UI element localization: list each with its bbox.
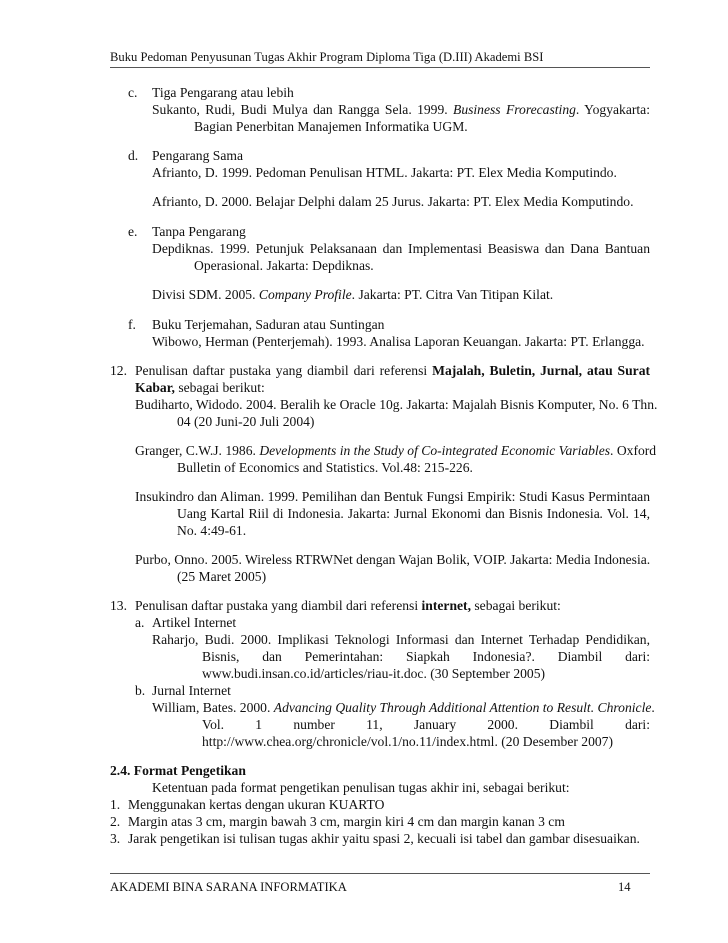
- section-12-ref-4-line1: Purbo, Onno. 2005. Wireless RTRWNet dengan Wajan Bolik, VOIP. Jakarta: Media Indonesia.: [135, 552, 651, 567]
- section-12-ref-2-line2: Bulletin of Economics and Statistics. Vol.48: 215-226.: [177, 460, 473, 475]
- item-e-ref-2: Divisi SDM. 2005. Company Profile. Jakarta: PT. Citra Van Titipan Kilat.: [152, 287, 554, 302]
- item-c-title: Tiga Pengarang atau lebih: [152, 85, 294, 100]
- section-12-marker: 12.: [110, 363, 127, 378]
- format-list-item: Menggunakan kertas dengan ukuran KUARTO: [128, 797, 385, 812]
- section-2-4-intro: Ketentuan pada format pengetikan penulisan tugas akhir ini, sebagai berikut:: [152, 780, 570, 795]
- section-12-ref-4-line2: (25 Maret 2005): [177, 569, 267, 584]
- section-12-intro-line1: Penulisan daftar pustaka yang diambil dari referensi Majalah, Buletin, Jurnal, atau Surat: [135, 363, 651, 378]
- section-12-intro-line2: Kabar, sebagai berikut:: [135, 380, 265, 395]
- format-list-marker: 2.: [110, 814, 121, 829]
- item-e-marker: e.: [128, 224, 138, 239]
- item-f-marker: f.: [128, 317, 136, 332]
- format-list-marker: 3.: [110, 831, 121, 846]
- section-12-ref-3-line3: No. 4:49-61.: [177, 523, 247, 538]
- section-13-intro: Penulisan daftar pustaka yang diambil dari referensi internet, sebagai berikut:: [135, 598, 561, 613]
- item-d-ref-2: Afrianto, D. 2000. Belajar Delphi dalam 25 Jurus. Jakarta: PT. Elex Media Komputindo.: [152, 194, 634, 209]
- item-d-ref-1: Afrianto, D. 1999. Pedoman Penulisan HTML. Jakarta: PT. Elex Media Komputindo.: [152, 165, 617, 180]
- section-12-ref-2-line1: Granger, C.W.J. 1986. Developments in the Study of Co-integrated Economic Variables. Oxford: [135, 443, 657, 458]
- section-13-b-ref-line3: http://www.chea.org/chronicle/vol.1/no.11/index.html. (20 Desember 2007): [202, 734, 613, 749]
- running-header: Buku Pedoman Penyusunan Tugas Akhir Program Diploma Tiga (D.III) Akademi BSI: [110, 50, 544, 64]
- item-e-ref-1-line1: Depdiknas. 1999. Petunjuk Pelaksanaan dan Implementasi Beasiswa dan Dana Bantuan: [152, 241, 650, 256]
- item-d-marker: d.: [128, 148, 139, 163]
- item-d-title: Pengarang Sama: [152, 148, 243, 163]
- footer-rule: [110, 873, 650, 874]
- section-2-4-heading: 2.4. Format Pengetikan: [110, 763, 246, 778]
- item-c-ref-line2: Bagian Penerbitan Manajemen Informatika UGM.: [194, 119, 468, 134]
- section-13-a-marker: a.: [135, 615, 145, 630]
- section-13-a-ref-line3: www.budi.insan.co.id/articles/riau-it.doc. (30 September 2005): [202, 666, 546, 681]
- section-13-a-ref-line1: Raharjo, Budi. 2000. Implikasi Teknologi Informasi dan Internet Terhadap Pendidikan,: [152, 632, 650, 647]
- item-c-ref-line1: Sukanto, Rudi, Budi Mulya dan Rangga Sela. 1999. Business Frorecasting. Yogyakarta:: [152, 102, 650, 117]
- item-f-title: Buku Terjemahan, Saduran atau Suntingan: [152, 317, 385, 332]
- item-f-ref-1: Wibowo, Herman (Penterjemah). 1993. Analisa Laporan Keuangan. Jakarta: PT. Erlangga.: [152, 334, 645, 349]
- page-number: 14: [618, 880, 631, 894]
- footer-institution: AKADEMI BINA SARANA INFORMATIKA: [110, 880, 347, 894]
- item-e-title: Tanpa Pengarang: [152, 224, 246, 239]
- format-list-item: Margin atas 3 cm, margin bawah 3 cm, margin kiri 4 cm dan margin kanan 3 cm: [128, 814, 565, 829]
- header-rule: [110, 67, 650, 68]
- item-e-ref-1-line2: Operasional. Jakarta: Depdiknas.: [194, 258, 374, 273]
- section-12-ref-3-line2: Uang Kartal Riil di Indonesia. Jakarta: Jurnal Ekonomi dan Bisnis Indonesia. Vol. 14,: [177, 506, 650, 521]
- section-13-b-ref-line2: Vol. 1 number 11, January 2000. Diambil dari:: [202, 717, 650, 732]
- section-13-a-title: Artikel Internet: [152, 615, 237, 630]
- section-13-b-marker: b.: [135, 683, 146, 698]
- section-12-ref-3-line1: Insukindro dan Aliman. 1999. Pemilihan dan Bentuk Fungsi Empirik: Studi Kasus Permintaan: [135, 489, 650, 504]
- section-13-a-ref-line2: Bisnis, dan Pemerintahan: Siapkah Indonesia?. Diambil dari:: [202, 649, 650, 664]
- section-12-ref-1-line1: Budiharto, Widodo. 2004. Beralih ke Oracle 10g. Jakarta: Majalah Bisnis Komputer, No. 6 Thn.: [135, 397, 658, 412]
- section-12-ref-1-line2: 04 (20 Juni-20 Juli 2004): [177, 414, 315, 429]
- section-13-b-title: Jurnal Internet: [152, 683, 231, 698]
- section-13-marker: 13.: [110, 598, 127, 613]
- format-list-item: Jarak pengetikan isi tulisan tugas akhir yaitu spasi 2, kecuali isi tabel dan gambar disesuaikan.: [128, 831, 640, 846]
- format-list-marker: 1.: [110, 797, 121, 812]
- item-c-marker: c.: [128, 85, 138, 100]
- section-13-b-ref-line1: William, Bates. 2000. Advancing Quality Through Additional Attention to Result. Chronicle.: [152, 700, 655, 715]
